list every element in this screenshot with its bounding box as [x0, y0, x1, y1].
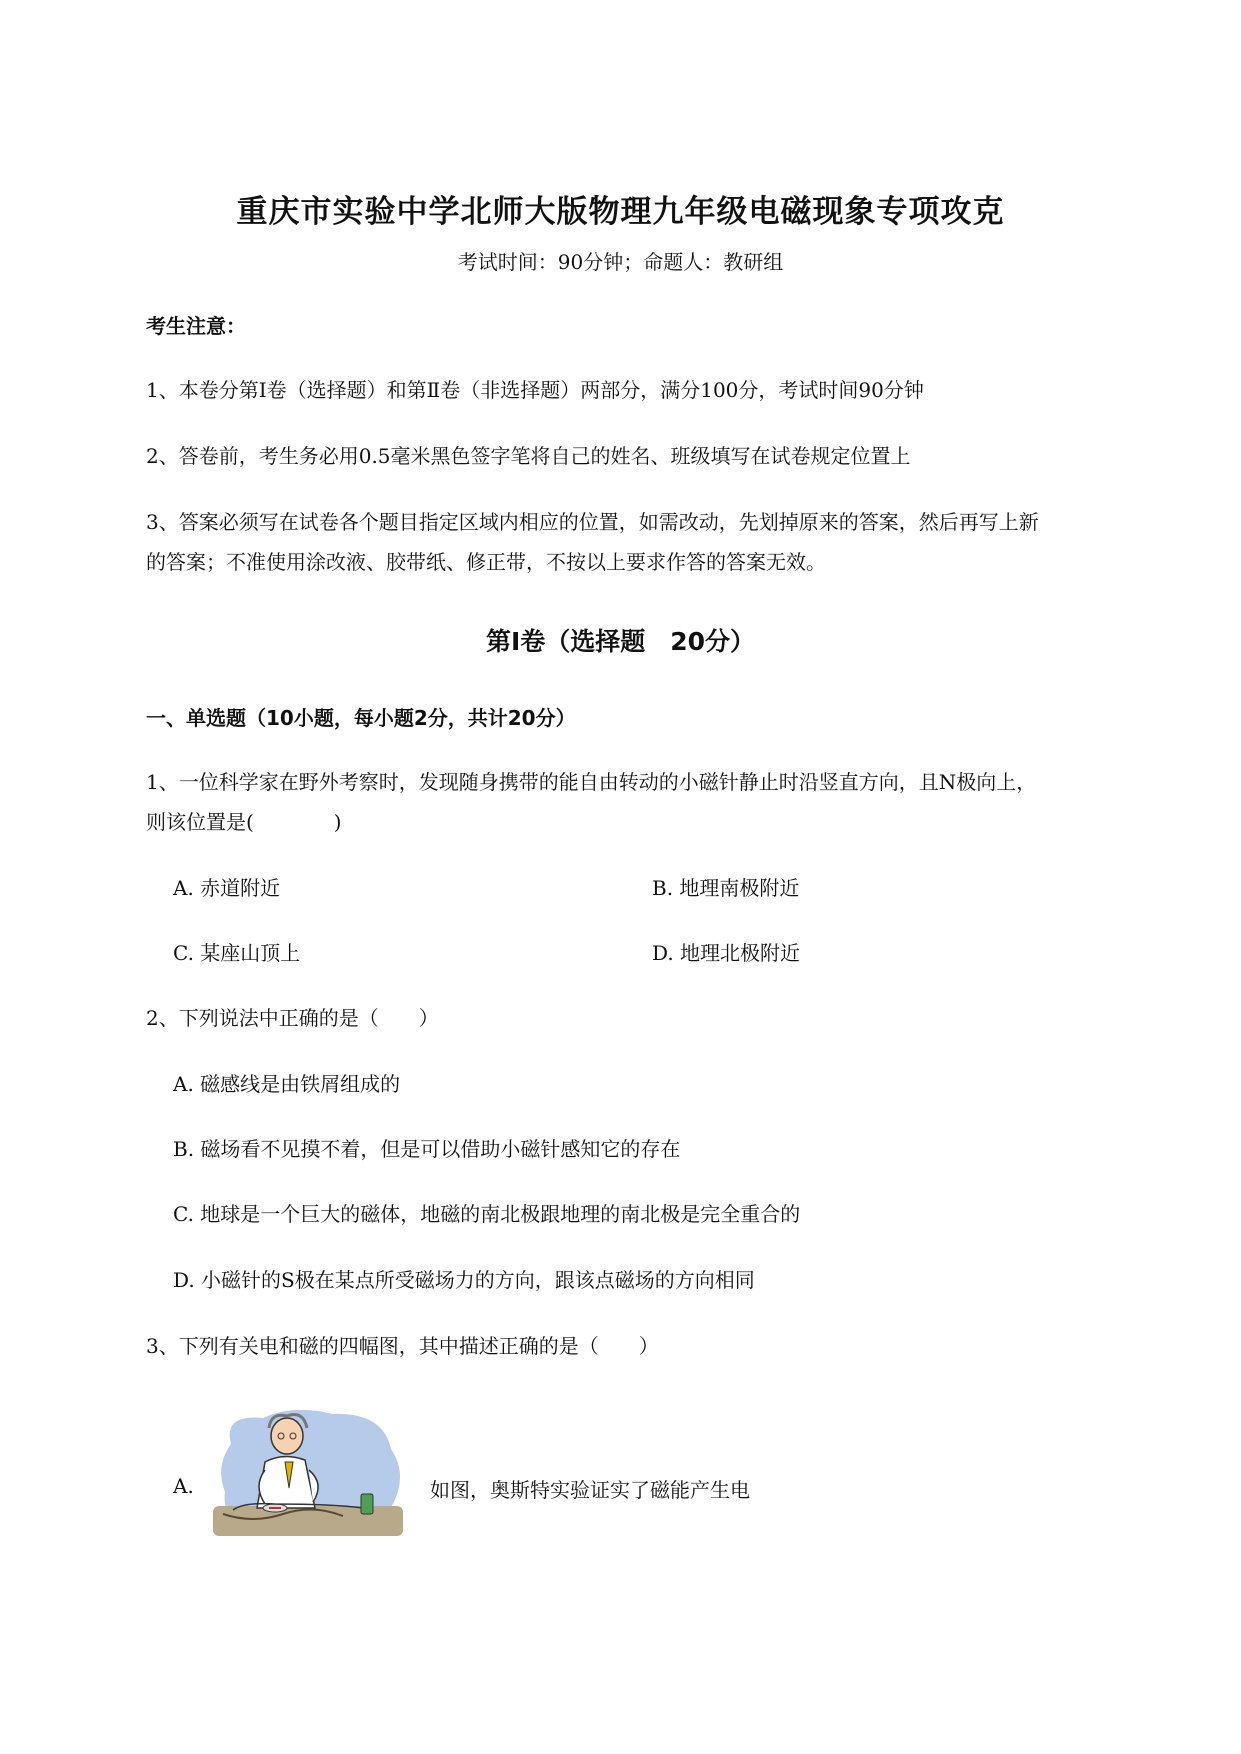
exam-subtitle: 考试时间：90分钟；命题人：教研组 [457, 250, 784, 274]
notice-item-1: 1、本卷分第I卷（选择题）和第Ⅱ卷（非选择题）两部分，满分100分，考试时间90分钟 [146, 378, 924, 402]
question-3-option-a-text: 如图，奥斯特实验证实了磁能产生电 [430, 1478, 750, 1502]
section-heading: 第I卷（选择题 20分） [485, 627, 756, 656]
question-2-option-c[interactable]: C. 地球是一个巨大的磁体，地磁的南北极跟地理的南北极是完全重合的 [173, 1202, 801, 1226]
question-2-option-a[interactable]: A. 磁感线是由铁屑组成的 [173, 1072, 401, 1096]
question-2-option-d[interactable]: D. 小磁针的S极在某点所受磁场力的方向，跟该点磁场的方向相同 [173, 1268, 755, 1292]
part-heading: 一、单选题（10小题，每小题2分，共计20分） [146, 706, 576, 730]
question-1-option-d[interactable]: D. 地理北极附近 [652, 941, 801, 965]
question-1-option-b[interactable]: B. 地理南极附近 [652, 876, 800, 900]
notice-item-3-continued: 的答案；不准使用涂改液、胶带纸、修正带，不按以上要求作答的答案无效。 [146, 550, 826, 574]
notice-item-2: 2、答卷前，考生务必用0.5毫米黑色签字笔将自己的姓名、班级填写在试卷规定位置上 [146, 444, 911, 468]
question-1-stem: 1、一位科学家在野外考察时，发现随身携带的能自由转动的小磁针静止时沿竖直方向，且N极向上， [146, 770, 1037, 794]
question-1-option-a[interactable]: A. 赤道附近 [173, 876, 281, 900]
notice-item-3: 3、答案必须写在试卷各个题目指定区域内相应的位置，如需改动，先划掉原来的答案，然后再写上新 [146, 510, 1039, 534]
question-1-stem-continued: 则该位置是( ) [146, 810, 342, 834]
oersted-experiment-illustration [213, 1404, 408, 1544]
question-3-stem: 3、下列有关电和磁的四幅图，其中描述正确的是（ ） [146, 1334, 659, 1358]
page-title: 重庆市实验中学北师大版物理九年级电磁现象专项攻克 [236, 194, 1005, 230]
question-1-option-c[interactable]: C. 某座山顶上 [173, 941, 301, 965]
notice-heading: 考生注意： [146, 314, 246, 338]
question-3-option-a-letter[interactable]: A. [173, 1474, 194, 1498]
question-2-stem: 2、下列说法中正确的是（ ） [146, 1006, 439, 1030]
question-2-option-b[interactable]: B. 磁场看不见摸不着，但是可以借助小磁针感知它的存在 [173, 1137, 681, 1161]
